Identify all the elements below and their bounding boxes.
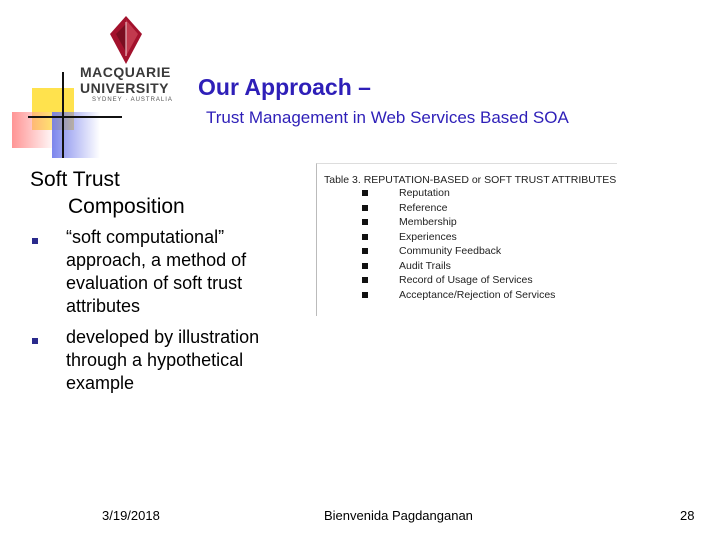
table-item: Membership [362,216,602,230]
slide-subtitle: Trust Management in Web Services Based SOA [206,108,569,127]
decor-horizontal-line [28,116,122,118]
heading-line2: Composition [68,195,185,218]
heading-line1: Soft Trust [30,168,120,191]
square-bullet-icon [362,205,368,211]
bullet-marker [32,238,38,244]
page-number: 28 [680,508,695,523]
slide-title: Our Approach – [198,74,371,100]
section-heading [30,166,290,220]
square-bullet-icon [362,248,368,254]
footer-author: Bienvenida Pagdanganan [324,508,473,523]
square-bullet-icon [362,219,368,225]
logo-tagline: SYDNEY · AUSTRALIA [92,97,173,103]
table-item: Community Feedback [362,245,602,259]
table-item: Acceptance/Rejection of Services [362,289,602,303]
square-bullet-icon [362,234,368,240]
table-item: Audit Trails [362,260,602,274]
university-crest-icon [110,16,142,64]
table-item: Reputation [362,187,602,201]
square-bullet-icon [362,277,368,283]
decor-blue-square [52,112,100,158]
logo-text-line2: UNIVERSITY [80,80,170,96]
footer-date: 3/19/2018 [102,508,160,523]
bullet-marker [32,338,38,344]
table-item: Record of Usage of Services [362,274,602,288]
logo-text-line1: MACQUARIE [80,64,171,80]
bullet-text: developed by illustration through a hypothetical example [66,327,260,393]
table-item: Reference [362,202,602,216]
decor-vertical-line [62,72,64,158]
table-title: Table 3. REPUTATION-BASED or SOFT TRUST ATTRIBUTES [324,174,617,186]
table-item: Experiences [362,231,602,245]
bullet-text: “soft computational” approach, a method of evaluation of soft trust attributes [66,227,247,316]
square-bullet-icon [362,263,368,269]
square-bullet-icon [362,292,368,298]
square-bullet-icon [362,190,368,196]
